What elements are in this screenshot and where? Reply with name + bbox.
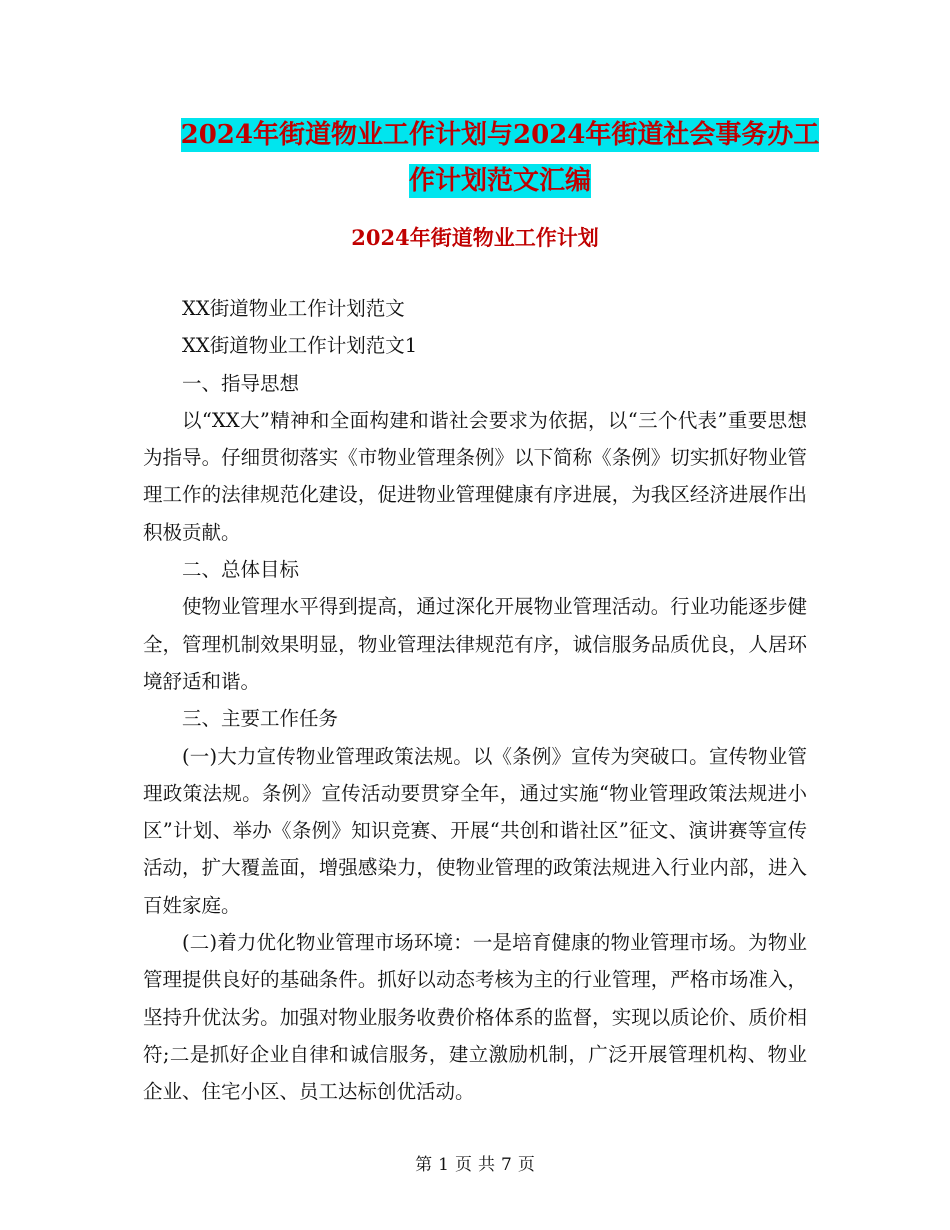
paragraph-overall-goal: 使物业管理水平得到提高，通过深化开展物业管理活动。行业功能逐步健全，管理机制效果明显，物业管理法律规范有序，诚信服务品质优良，人居环境舒适和谐。 (143, 595, 807, 693)
paragraph-heading-2: XX街道物业工作计划范文1 (182, 334, 418, 358)
footer-total-label: 共 (478, 1155, 495, 1175)
footer-total-word: 页 (517, 1155, 535, 1175)
section-title: 2024年街道物业工作计划 (351, 225, 599, 250)
footer-page-number: 1 (438, 1155, 449, 1175)
document-body (143, 290, 807, 1111)
paragraph-guiding-ideology-heading: 一、指导思想 (182, 371, 300, 395)
footer-page-word: 页 (455, 1155, 472, 1175)
document-title (140, 112, 860, 204)
paragraph-overall-goal-heading: 二、总体目标 (182, 558, 300, 582)
paragraph-heading-1: XX街道物业工作计划范文 (182, 297, 405, 320)
paragraph-guiding-ideology: 以“XX大”精神和全面构建和谐社会要求为依据，以“三个代表”重要思想为指导。仔细贯彻落实《市物业管理条例》以下简称《条例》切实抓好物业管理工作的法律规范化建设，促进物业管理健康有序进展，为我区经济进展作出积极贡献。 (143, 408, 807, 544)
paragraph-task-1: (一)大力宣传物业管理政策法规。以《条例》宣传为突破口。宣传物业管理政策法规。条例》宣传活动要贯穿全年，通过实施“物业管理政策法规进小区”计划、举办《条例》知识竞赛、开展“共创和谐社区”征文、演讲赛等宣传活动，扩大覆盖面，增强感染力，使物业管理的政策法规进入行业内部，进入百姓家庭。 (143, 744, 807, 917)
paragraph-task-2: (二)着力优化物业管理市场环境：一是培育健康的物业管理市场。为物业管理提供良好的基础条件。抓好以动态考核为主的行业管理，严格市场准入，坚持升优汰劣。加强对物业服务收费价格体系的监督，实现以质论价、质价相符;二是抓好企业自律和诚信服务，建立激励机制，广泛开展管理机构、物业企业、住宅小区、员工达标创优活动。 (143, 931, 807, 1104)
document-title-line-2: 作计划范文汇编 (408, 166, 591, 196)
footer-page-label: 第 (415, 1155, 433, 1175)
paragraph-main-tasks-heading: 三、主要工作任务 (182, 707, 339, 731)
document-title-line-1: 2024年街道物业工作计划与2024年街道社会事务办工 (180, 120, 820, 150)
page-footer (0, 1150, 950, 1175)
footer-total-pages: 7 (501, 1155, 512, 1175)
